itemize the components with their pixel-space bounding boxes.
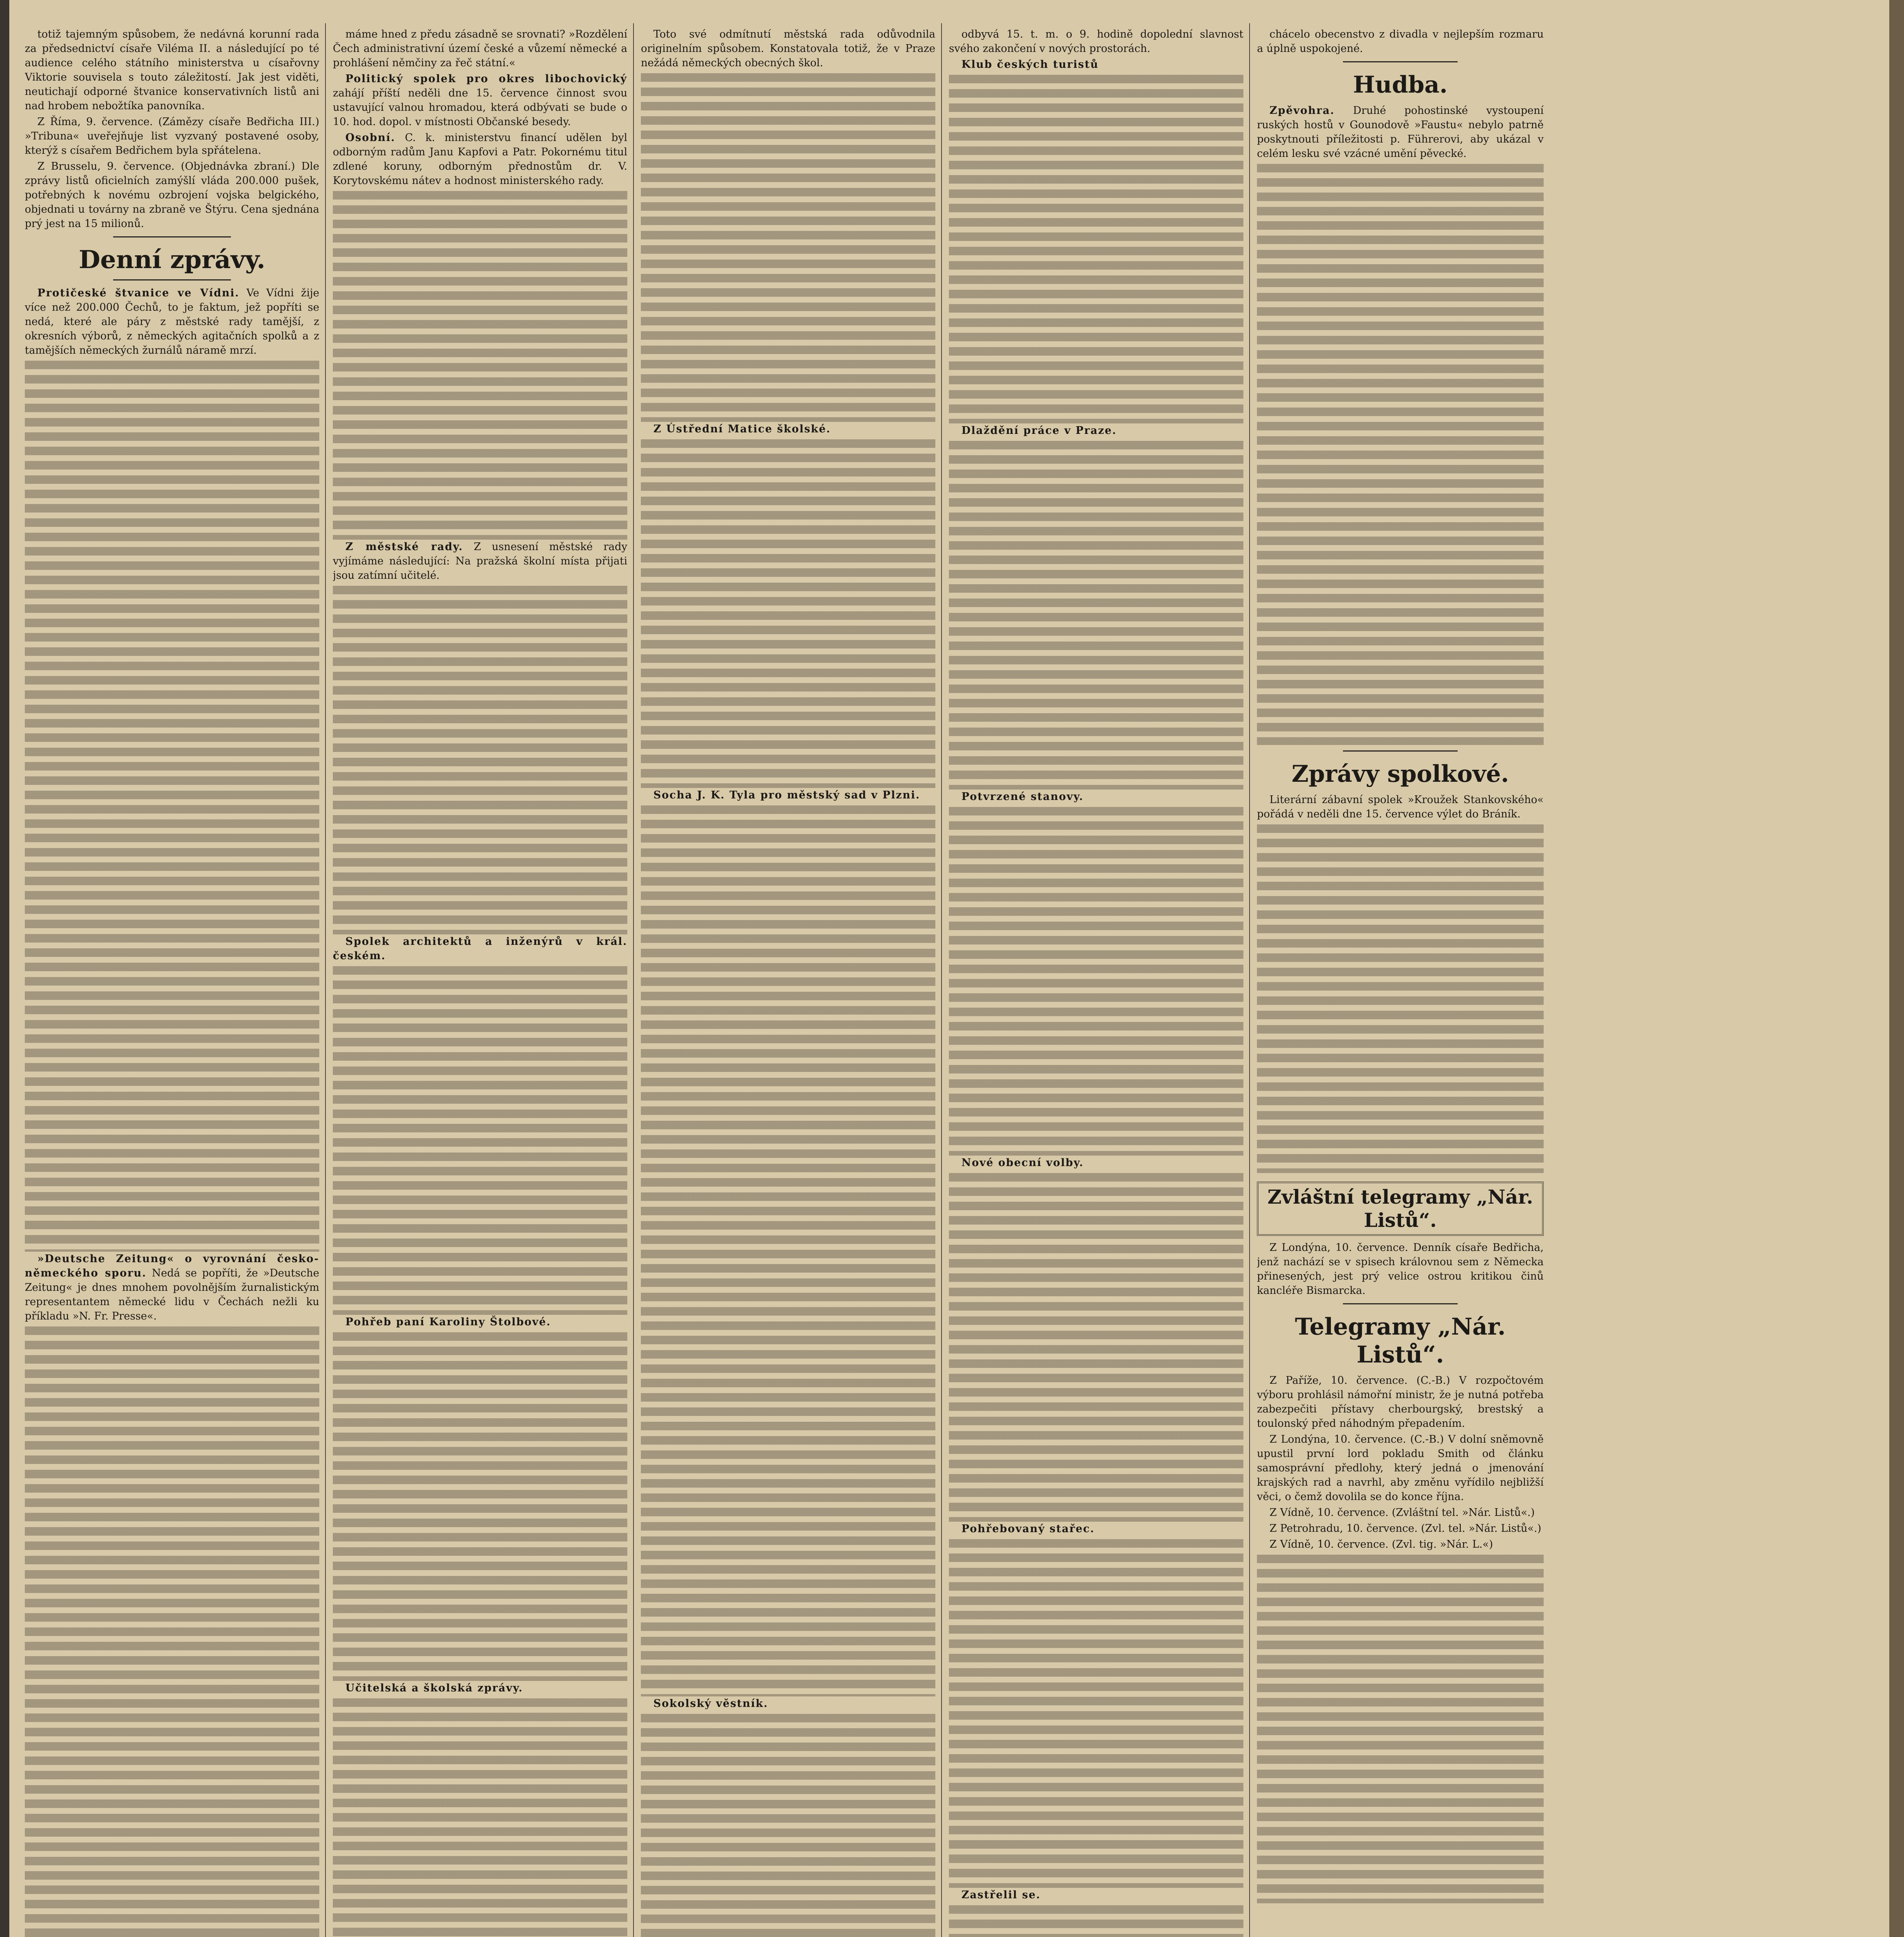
article-title: Osobní. bbox=[345, 132, 396, 144]
text-block bbox=[949, 1539, 1243, 1888]
article bbox=[641, 422, 935, 436]
article bbox=[949, 1156, 1243, 1170]
article-title: Zastřelil se. bbox=[961, 1889, 1041, 1901]
telegram: Z Londýna, 10. července. Denník císaře Bedřicha, jenž nachází se v spisech královnou sem z Německa přinesených, jest prý velice ostrou kritikou činů kancléře Bismarcka. bbox=[1257, 1242, 1544, 1297]
column-rule bbox=[633, 23, 634, 1937]
column-2 bbox=[333, 27, 627, 1937]
article-title: Protičeské štvanice ve Vídni. bbox=[37, 287, 239, 299]
article bbox=[949, 1522, 1243, 1536]
article-body: C. k. ministerstvu financí udělen byl odborným radům Janu Kapfovi a Patr. Pokornému titul zdlené koruny, odborným přednostům dr. V. Korytovskému nátev a hodnost ministerského rady. bbox=[333, 132, 627, 187]
article bbox=[333, 1681, 627, 1695]
article-title: Pohřeb paní Karoliny Štolbové. bbox=[345, 1316, 551, 1328]
telegram: Z Vídně, 10. července. (Zvl. tig. »Nár. L.«) bbox=[1269, 1538, 1493, 1550]
article-title: Z městské rady. bbox=[345, 541, 463, 553]
text-block bbox=[949, 441, 1243, 790]
text-block bbox=[641, 73, 935, 422]
text-block bbox=[333, 1332, 627, 1681]
article-lead: Toto své odmítnutí městská rada odůvodnila originelním spůsobem. Konstatovala totiž, že v Praze nežádá německých obecných škol. bbox=[641, 28, 935, 69]
article bbox=[949, 1888, 1243, 1902]
text-block bbox=[641, 439, 935, 788]
article-title: Zpěvohra. bbox=[1269, 105, 1335, 117]
article bbox=[25, 1252, 319, 1323]
article-body: Literární zábavní spolek »Kroužek Stankovského« pořádá v neděli dne 15. července výlet do Bráník. bbox=[1257, 794, 1544, 820]
separator bbox=[113, 236, 231, 237]
telegram: Z Vídně, 10. července. (Zvláštní tel. »Nár. Listů«.) bbox=[1269, 1507, 1535, 1519]
article-title: Dlaždění práce v Praze. bbox=[961, 425, 1117, 437]
text-block bbox=[25, 361, 319, 1252]
text-block bbox=[641, 1714, 935, 1937]
article-lead: chácelo obecenstvo z divadla v nejlepším rozmaru a úplně uspokojené. bbox=[1257, 28, 1544, 55]
article-lead: totiž tajemným spůsobem, že nedávná korunní rada za předsednictví císaře Viléma II. a následující po té audience celého státního ministerstva u císařovny Viktorie souvisela s touto záležitostí. Jak jest viděti, neutichají odporné štvanice konservativních listů ani nad hrobem nebožtíka panovníka. bbox=[25, 28, 319, 112]
article bbox=[949, 57, 1243, 72]
article bbox=[333, 72, 627, 129]
article-title: Politický spolek pro okres libochovický bbox=[345, 73, 627, 85]
text-block bbox=[333, 191, 627, 540]
article bbox=[949, 790, 1243, 804]
article-title: Učitelská a školská zprávy. bbox=[345, 1682, 523, 1694]
section-heading-denni-zpravy: Denní zprávy. bbox=[79, 245, 265, 274]
section-heading-zvlastni-telegramy: Zvláštní telegramy „Nár. Listů“. bbox=[1257, 1182, 1544, 1236]
article-title: Spolek architektů a inženýrů v král. českém. bbox=[333, 936, 627, 962]
section-heading-zpravy-spolkove: Zprávy spolkové. bbox=[1291, 760, 1509, 788]
text-block bbox=[949, 1905, 1243, 1937]
article-body: Z usnesení městské rady vyjímáme následující: Na pražská školní místa přijati jsou zatímní učitelé. bbox=[333, 541, 627, 581]
article bbox=[1257, 103, 1544, 161]
text-block bbox=[25, 1326, 319, 1937]
article bbox=[641, 1696, 935, 1711]
separator bbox=[1343, 61, 1458, 62]
text-block bbox=[1257, 1555, 1544, 1903]
column-rule bbox=[1249, 23, 1250, 1937]
text-block bbox=[333, 586, 627, 934]
text-block bbox=[641, 805, 935, 1696]
column-3 bbox=[641, 27, 935, 1937]
telegram: Z Paříže, 10. července. (C.-B.) V rozpočtovém výboru prohlásil námořní ministr, že je nutná potřeba zabezpečiti přístavy cherbourgský, brestský a toulonský před náhodným přepadením. bbox=[1257, 1374, 1544, 1430]
column-5 bbox=[1257, 27, 1544, 1937]
article bbox=[333, 131, 627, 188]
article bbox=[333, 1315, 627, 1329]
scan-edge bbox=[1889, 0, 1904, 1937]
text-block bbox=[333, 966, 627, 1315]
article bbox=[641, 788, 935, 802]
article-body: zahájí příští neděli dne 15. července činnost svou ustavující valnou hromadou, která odbývati se bude o 10. hod. dopol. v místnosti Občanské besedy. bbox=[333, 87, 627, 128]
article-lead: odbyvá 15. t. m. o 9. hodině dopolední slavnost svého zakončení v nových prostorách. bbox=[949, 28, 1243, 55]
news-rome: Z Říma, 9. července. (Zámězy císaře Bedřicha III.) »Tribuna« uveřejňuje list vyzvaný postavené osoby, kterýž s císařem Bedřichem byla spřátelena. bbox=[25, 116, 319, 157]
article-title: »Deutsche Zeitung« o vyrovnání česko-německého sporu. bbox=[25, 1253, 319, 1279]
article-title: Potvrzené stanovy. bbox=[961, 791, 1084, 803]
column-1 bbox=[25, 27, 319, 1937]
column-4 bbox=[949, 27, 1243, 1937]
section-heading-telegramy: Telegramy „Nár. Listů“. bbox=[1295, 1313, 1506, 1368]
telegram: Z Londýna, 10. července. (C.-B.) V dolní sněmovně upustil první lord pokladu Smith od článku samosprávní předlohy, který jedná o jmenování krajských rad a navrhl, aby změnu vyřídilo nejbližší věci, o čemž dovolila se do konce října. bbox=[1257, 1433, 1544, 1503]
column-rule bbox=[941, 23, 942, 1937]
article-title: Socha J. K. Tyla pro městský sad v Plzni. bbox=[653, 789, 920, 801]
text-block bbox=[1257, 164, 1544, 745]
article bbox=[25, 286, 319, 358]
separator bbox=[113, 279, 231, 280]
newspaper-page bbox=[9, 0, 1893, 1937]
article-title: Pohřebovaný stařec. bbox=[961, 1523, 1095, 1535]
text-block bbox=[949, 807, 1243, 1156]
article-title: Z Ústřední Matice školské. bbox=[653, 423, 831, 435]
article bbox=[949, 423, 1243, 438]
text-block bbox=[949, 1173, 1243, 1522]
article-title: Nové obecní volby. bbox=[961, 1157, 1084, 1169]
article-body: Ve Vídni žije více než 200.000 Čechů, to je faktum, jež popříti se nedá, které ale páry z městské rady tamější, z okresních výborů, z německých agitačních spolků a z tamějších německých žurnálů náramě mrzí. bbox=[25, 287, 319, 356]
column-rule bbox=[325, 23, 326, 1937]
news-brussels: Z Brusselu, 9. července. (Objednávka zbraní.) Dle zprávy listů oficielních zamýšlí vláda 200.000 pušek, potřebných k novému ozbrojení vojska belgického, objednati u továrny na zbraně ve Štýru. Cena sjednána prý jest na 15 milionů. bbox=[25, 160, 319, 230]
separator bbox=[1343, 750, 1458, 752]
text-block bbox=[949, 75, 1243, 423]
separator bbox=[1343, 1303, 1458, 1304]
article-title: Klub českých turistů bbox=[961, 58, 1099, 71]
text-block bbox=[1257, 824, 1544, 1173]
article-lead: máme hned z předu zásadně se srovnati? »Rozdělení Čech administrativní území české a vůzemí německé a prohlášení němčiny za řeč státní.« bbox=[333, 28, 627, 69]
article-title: Sokolský věstník. bbox=[653, 1698, 768, 1710]
text-block bbox=[333, 1698, 627, 1937]
article-body: Druhé pohostinské vystoupení ruských hostů v Gounodově »Faustu« nebylo patrně poskytnouti příležitosti p. Führerovi, aby ukázal v celém lesku své vzácné umění pěvecké. bbox=[1257, 105, 1544, 160]
article bbox=[333, 540, 627, 583]
article-body: Nedá se popříti, že »Deutsche Zeitung« je dnes mnohem povolnějším žurnalistickým representantem německé lidu v Čechách nežli ku příkladu »N. Fr. Presse«. bbox=[25, 1267, 319, 1322]
section-heading-hudba: Hudba. bbox=[1353, 71, 1448, 98]
telegram: Z Petrohradu, 10. července. (Zvl. tel. »Nár. Listů«.) bbox=[1269, 1522, 1541, 1534]
article bbox=[333, 934, 627, 963]
